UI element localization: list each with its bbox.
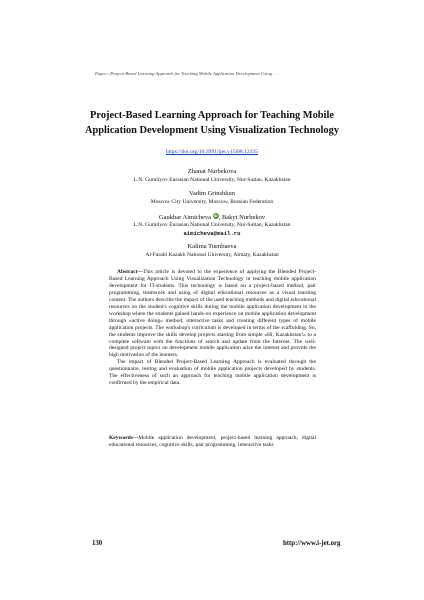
author-affiliation: Moscow City University, Moscow, Russian Federation: [150, 198, 274, 205]
abstract: [109, 269, 316, 387]
keywords-text: Mobile application development, project-based learning approach, digital educational resources, cognitive skills, pair programming, interactive tasks: [109, 435, 316, 448]
abstract-text: This article is devoted to the experience of applying the Blended Project-Based Learning Approach Using Visualization Technology in teaching mobile application development for IT-students. This technology is based on a project-based method, pair programming, teamwork and using of digital educational resources as a visual learning content. The authors describe the impact of the used teaching methods and digital educational resources on the student's cognitive skills during the mobile application development in the workshop where the students gained hands-on experience on mobile application development through «active doing» method, interactive tasks and creating different types of mobile application projects. The workshop's curriculum is developed in terms of the scaffolding. So, the students improve the skills develop projects starting from simple «Hi, Kazakhstan!» to a complete software with the functions of search and update from the Internet. The well-designed project topics on development mobile application arise the interest and provide the high motivation of the learners.: [109, 269, 316, 359]
title-line: Project-Based Learning Approach for Teaching Mobile: [90, 110, 334, 121]
author-affiliation: L.N. Gumilyov Eurasian National University, Nur-Sultan, Kazakhstan: [133, 176, 291, 183]
page-number: 130: [92, 540, 103, 547]
author-name: Vadim Grinshkun: [188, 190, 236, 198]
keywords: [109, 435, 316, 449]
author-name-second: , Bakyt Nurbekov: [218, 213, 266, 221]
author-block: [60, 168, 364, 184]
author-name-first: Gaukhar Aimicheva: [158, 213, 212, 221]
author-block: [60, 190, 364, 206]
author-list: [60, 168, 364, 266]
paper-title: [60, 109, 364, 138]
author-affiliation: Al-Farabi Kazakh National University, Almaty, Kazakhstan: [145, 251, 279, 258]
abstract-paragraph: The impact of Blended Project-Based Learning Approach is evaluated through the questionnaire, testing and evaluation of mobile application projects developed by students. The effectiveness of such an approach for teaching mobile application development is confirmed by the empirical data.: [109, 359, 316, 387]
keywords-label: Keywords—: [109, 435, 139, 441]
title-line: Application Development Using Visualization Technology: [84, 124, 340, 136]
running-head: Paper—Project-Based Learning Approach for Teaching Mobile Application Development Using …: [95, 71, 278, 76]
abstract-paragraph: [109, 269, 316, 359]
author-name: Kalima Tuenbaeva: [187, 243, 237, 251]
author-email[interactable]: aimicheva@mail.ru: [183, 229, 241, 237]
site-url[interactable]: http://www.i-jet.org: [283, 540, 341, 547]
author-block: [60, 243, 364, 259]
author-affiliation: L.N. Gumilyov Eurasian National University, Nur-Sultan, Kazakhstan: [133, 222, 291, 229]
author-name: [60, 213, 364, 223]
orcid-icon[interactable]: ID: [213, 213, 218, 218]
abstract-label: Abstract—: [117, 269, 143, 275]
doi-link[interactable]: https://doi.org/10.3991/ijet.v15i08.12335: [165, 149, 259, 155]
author-block: [60, 213, 364, 237]
author-name: Zhanat Nurbekova: [187, 168, 237, 175]
